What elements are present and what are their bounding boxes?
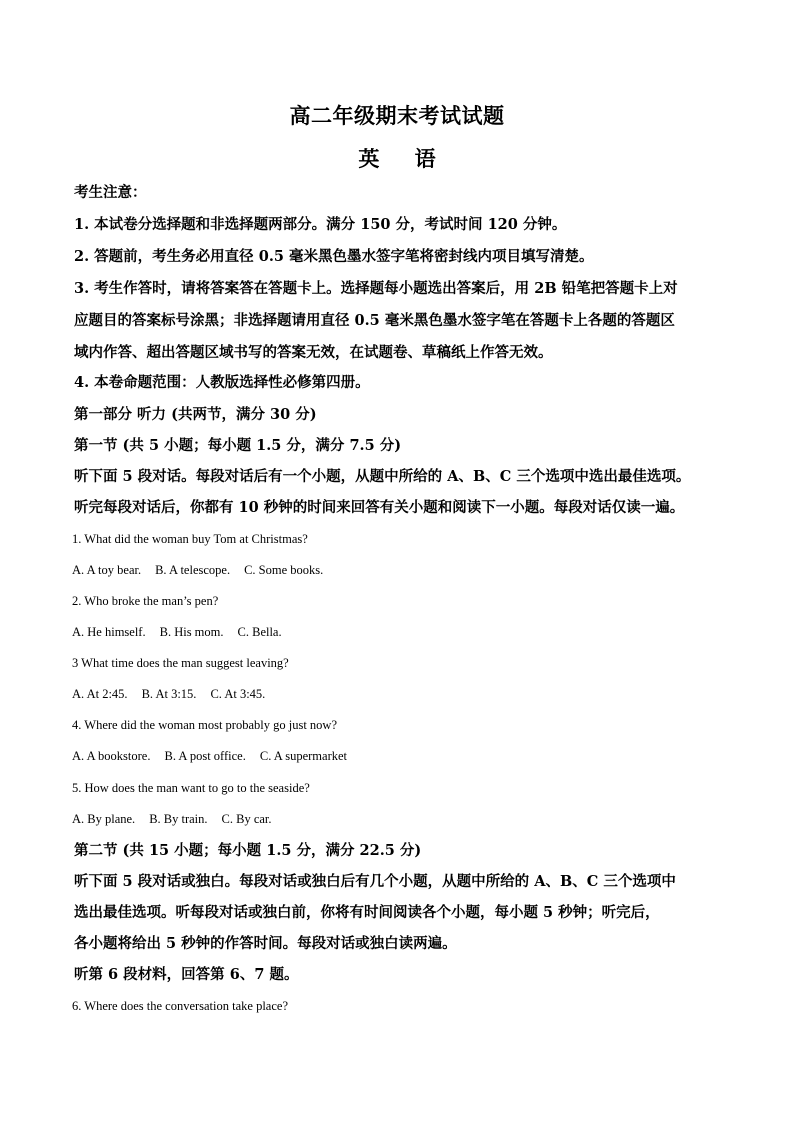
material-6-heading: 听第 6 段材料，回答第 6、7 题。 <box>74 966 299 983</box>
section1-instruction-2: 听完每段对话后，你都有 10 秒钟的时间来回答有关小题和阅读下一小题。每段对话仅读一遍。 <box>74 499 685 516</box>
question-6: 6. Where does the conversation take place? <box>72 999 288 1013</box>
option-a: A. He himself. <box>72 625 146 639</box>
option-a: A. A toy bear. <box>72 563 142 577</box>
option-b: B. A post office. <box>164 749 246 763</box>
option-b: B. A telescope. <box>155 563 231 577</box>
notice-item-4: 4. 本卷命题范围：人教版选择性必修第四册。 <box>74 374 370 391</box>
section2-instruction-3: 各小题将给出 5 秒钟的作答时间。每段对话或独白读两遍。 <box>74 935 457 952</box>
option-b: B. At 3:15. <box>141 687 197 701</box>
part1-heading: 第一部分 听力 (共两节，满分 30 分) <box>74 406 317 423</box>
option-a: A. At 2:45. <box>72 687 128 701</box>
question-5: 5. How does the man want to go to the seaside? <box>72 781 310 795</box>
exam-title: 高二年级期末考试试题 <box>289 103 505 128</box>
question-5-options <box>72 810 272 828</box>
option-b: B. His mom. <box>159 625 224 639</box>
notice-item-3-cont-1: 应题目的答案标号涂黑；非选择题请用直径 0.5 毫米黑色墨水签字笔在答题卡上各题的答题区 <box>74 312 675 329</box>
section2-heading: 第二节 (共 15 小题；每小题 1.5 分，满分 22.5 分) <box>74 842 422 859</box>
section1-heading: 第一节 (共 5 小题；每小题 1.5 分，满分 7.5 分) <box>74 437 402 454</box>
notice-item-2: 2. 答题前，考生务必用直径 0.5 毫米黑色墨水签字笔将密封线内项目填写清楚。 <box>74 248 594 265</box>
option-c: C. At 3:45. <box>210 687 266 701</box>
notice-heading: 考生注意： <box>74 184 147 201</box>
section2-instruction-1: 听下面 5 段对话或独白。每段对话或独白后有几个小题，从题中所给的 A、B、C 三个选项中 <box>74 873 676 890</box>
question-3-options <box>72 685 265 703</box>
option-c: C. Bella. <box>237 625 282 639</box>
subject-title: 英 语 <box>358 146 450 171</box>
notice-item-3-cont-2: 域内作答、超出答题区域书写的答案无效，在试题卷、草稿纸上作答无效。 <box>74 344 553 361</box>
option-c: C. Some books. <box>244 563 324 577</box>
question-3: 3 What time does the man suggest leaving? <box>72 656 289 670</box>
option-a: A. By plane. <box>72 812 136 826</box>
option-a: A. A bookstore. <box>72 749 151 763</box>
question-1-options <box>72 561 323 579</box>
option-c: C. A supermarket <box>259 749 347 763</box>
section1-instruction-1: 听下面 5 段对话。每段对话后有一个小题，从题中所给的 A、B、C 三个选项中选出最佳选项。 <box>74 468 691 485</box>
question-2: 2. Who broke the man’s pen? <box>72 594 219 608</box>
question-2-options <box>72 623 282 641</box>
question-1: 1. What did the woman buy Tom at Christmas? <box>72 532 308 546</box>
question-4: 4. Where did the woman most probably go just now? <box>72 718 338 732</box>
section2-instruction-2: 选出最佳选项。听每段对话或独白前，你将有时间阅读各个小题，每小题 5 秒钟；听完后， <box>74 904 660 921</box>
notice-item-3: 3. 考生作答时，请将答案答在答题卡上。选择题每小题选出答案后，用 2B 铅笔把答题卡上对 <box>74 280 678 297</box>
option-b: B. By train. <box>149 812 208 826</box>
question-4-options <box>72 747 347 765</box>
option-c: C. By car. <box>221 812 272 826</box>
notice-item-1: 1. 本试卷分选择题和非选择题两部分。满分 150 分，考试时间 120 分钟。 <box>74 216 567 233</box>
